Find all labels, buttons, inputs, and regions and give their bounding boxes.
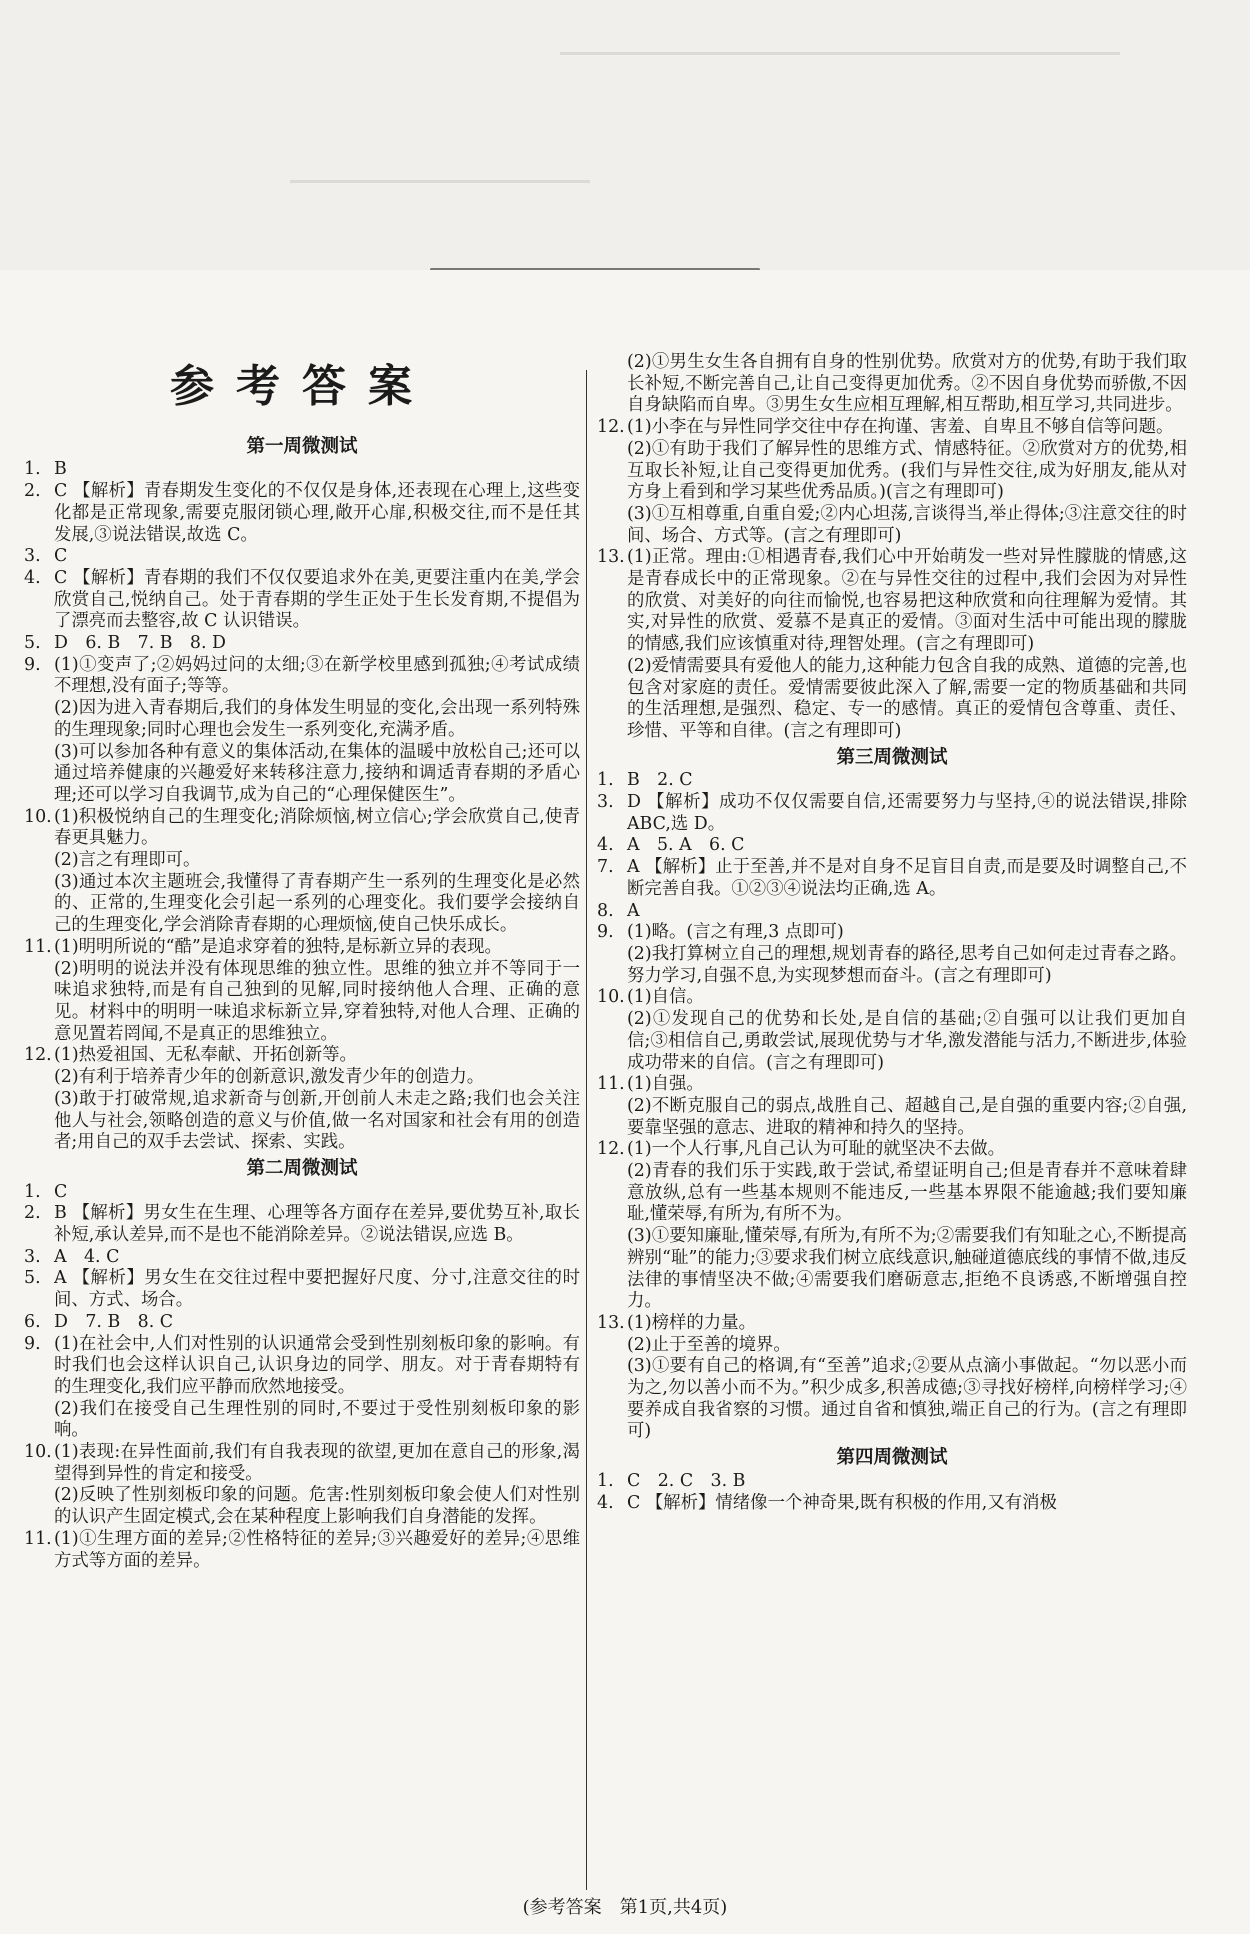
answer-subpart: (2)我打算树立自己的理想,规划青春的路径,思考自己如何走过青春之路。努力学习,自强不息,为实现梦想而奋斗。(言之有理即可)	[627, 943, 1187, 986]
answer-text: (1)略。(言之有理,3 点即可)	[627, 922, 844, 943]
item-number: 4.	[597, 1492, 614, 1513]
answer-text: (1)积极悦纳自己的生理变化;消除烦恼,树立信心;学会欣赏自己,使青春更具魅力。	[54, 806, 580, 849]
answer-text: B 2. C	[627, 770, 693, 791]
answer-text: C 【解析】情绪像一个神奇果,既有积极的作用,又有消极	[627, 1492, 1057, 1513]
answer-item	[24, 937, 580, 959]
item-number: 12.	[24, 1045, 52, 1066]
answer-subpart: (3)①互相尊重,自重自爱;②内心坦荡,言谈得当,举止得体;③注意交往的时间、场合、方式等。(言之有理即可)	[627, 503, 1187, 546]
answer-subpart: (3)敢于打破常规,追求新奇与创新,开创前人未走之路;我们也会关注他人与社会,领略创造的意义与价值,做一名对国家和社会有用的创造者;用自己的双手去尝试、探索、实践。	[54, 1088, 580, 1153]
item-number: 3.	[24, 1246, 41, 1267]
answer-item	[597, 1493, 1187, 1515]
faint-line	[290, 180, 590, 183]
answer-subpart: (2)青春的我们乐于实践,敢于尝试,希望证明自己;但是青春并不意味着肆意放纵,总有一些基本规则不能违反,一些基本界限不能逾越;我们要知廉耻,懂荣辱,有所为,有所不为。	[627, 1161, 1187, 1225]
answer-subpart: (2)有利于培养青少年的创新意识,激发青少年的创造力。	[54, 1067, 485, 1088]
answer-item	[597, 1471, 1187, 1493]
item-number: 13.	[597, 547, 625, 568]
item-number: 7.	[597, 857, 614, 878]
answer-item	[24, 1529, 580, 1572]
item-number: 11.	[597, 1074, 625, 1095]
left-column	[24, 361, 580, 1572]
answer-item	[597, 987, 1187, 1009]
answer-item	[597, 770, 1187, 792]
answer-text: A	[627, 900, 640, 921]
answer-text: (1)热爱祖国、无私奉献、开拓创新等。	[54, 1045, 357, 1066]
answer-item	[597, 922, 1187, 944]
item-number: 3.	[24, 546, 41, 567]
answer-text: A 5. A 6. C	[627, 835, 745, 856]
answer-subpart: (2)因为进入青春期后,我们的身体发生明显的变化,会出现一系列特殊的生理现象;同时心理也会发生一系列变化,充满矛盾。	[54, 698, 580, 740]
answer-text: C 2. C 3. B	[627, 1470, 746, 1491]
answer-subpart: (2)我们在接受自己生理性别的同时,不要过于受性别刻板印象的影响。	[54, 1398, 580, 1441]
answer-item	[597, 835, 1187, 857]
item-number: 6.	[24, 1311, 41, 1332]
item-number: 4.	[597, 835, 614, 856]
answer-text: (1)明明所说的“酷”是追求穿着的独特,是标新立异的表现。	[54, 936, 502, 957]
item-number: 11.	[24, 1528, 52, 1549]
item-number: 2.	[24, 1203, 41, 1224]
answer-item	[597, 1074, 1187, 1096]
item-number: 5.	[24, 1268, 41, 1289]
item-number: 4.	[24, 567, 41, 588]
item-number: 1.	[24, 1181, 41, 1202]
answer-item	[24, 459, 580, 481]
page-footer: (参考答案 第1页,共4页)	[522, 1897, 728, 1918]
answer-text: (1)自信。	[627, 987, 704, 1008]
answer-text: C	[54, 546, 68, 567]
item-number: 3.	[597, 792, 614, 813]
answer-subpart: (2)反映了性别刻板印象的问题。危害:性别刻板印象会使人们对性别的认识产生固定模式,会在某种程度上影响我们自身潜能的发挥。	[54, 1485, 580, 1528]
answer-subpart: (3)①要知廉耻,懂荣辱,有所为,有所不为;②需要我们有知耻之心,不断提高辨别“耻”的能力;③要求我们树立底线意识,触碰道德底线的事情不做,违反法律的事情坚决不做;④需要我们磨砺意志,拒绝不良诱惑,不断增强自控力。	[627, 1226, 1187, 1312]
section-title: 第四周微测试	[836, 1447, 948, 1469]
answer-subpart: (2)爱情需要具有爱他人的能力,这种能力包含自我的成熟、道德的完善,也包含对家庭的责任。爱情需要彼此深入了解,需要一定的物质基础和共同的生活理想,是强烈、稳定、专一的感情。真正的爱情包含尊重、责任、珍惜、平等和自律。(言之有理即可)	[627, 655, 1188, 741]
answer-item	[24, 1045, 580, 1067]
answer-item	[24, 1203, 580, 1246]
scanned-header-area	[0, 0, 1250, 270]
answer-subpart: (2)①有助于我们了解异性的思维方式、情感特征。②欣赏对方的优势,相互取长补短,让自己变得更加优秀。(我们与异性交往,成为好朋友,能从对方身上看到和学习某些优秀品质。)(言之有理即可)	[627, 438, 1187, 503]
answer-text: C 【解析】青春期的我们不仅仅要追求外在美,更要注重内在美,学会欣赏自己,悦纳自己。处于青春期的学生正处于生长发育期,不提倡为了漂亮而去整容,故 C 认识错误。	[54, 567, 580, 632]
answer-text: B	[54, 459, 67, 480]
answer-item	[24, 1334, 580, 1399]
answer-text: D 6. B 7. B 8. D	[54, 633, 226, 654]
answer-item	[597, 1313, 1187, 1335]
answer-subpart: (2)①发现自己的优势和长处,是自信的基础;②自强可以让我们更加自信;③相信自己,勇敢尝试,展现优势与才华,激发潜能与活力,不断进步,体验成功带来的自信。(言之有理即可)	[627, 1009, 1187, 1073]
column-divider	[586, 370, 587, 1890]
answer-text: (1)一个人行事,凡自己认为可耻的就坚决不去做。	[627, 1139, 1005, 1160]
item-number: 2.	[24, 481, 41, 502]
answer-item	[24, 1442, 580, 1485]
answer-item	[597, 901, 1187, 923]
answer-text: (1)小李在与异性同学交往中存在拘谨、害羞、自卑且不够自信等问题。	[627, 417, 1174, 438]
item-number: 11.	[24, 936, 52, 957]
answer-text: A 【解析】止于至善,并不是对自身不足盲目自责,而是要及时调整自己,不断完善自我。①②③④说法均正确,选 A。	[627, 857, 1187, 899]
answer-item	[24, 546, 580, 568]
answer-text: (1)自强。	[627, 1074, 704, 1095]
answer-text: B 【解析】男女生在生理、心理等各方面存在差异,要优势互补,取长补短,承认差异,而不是也不能消除差异。②说法错误,应选 B。	[54, 1203, 580, 1246]
answer-subpart: (3)可以参加各种有意义的集体活动,在集体的温暖中放松自己;还可以通过培养健康的兴趣爱好来转移注意力,接纳和调适青春期的矛盾心理;还可以学习自我调节,成为自己的“心理保健医生”。	[54, 741, 580, 805]
item-number: 1.	[597, 1470, 614, 1491]
answer-text: (1)表现:在异性面前,我们有自我表现的欲望,更加在意自己的形象,渴望得到异性的肯定和接受。	[54, 1442, 580, 1484]
answer-text: C	[54, 1181, 68, 1202]
right-column	[597, 352, 1187, 1514]
item-number: 9.	[24, 654, 41, 675]
answer-text: (1)①变声了;②妈妈过问的太细;③在新学校里感到孤独;④考试成绩不理想,没有面子;等等。	[54, 654, 580, 697]
answer-item	[597, 417, 1187, 439]
answer-text: (1)正常。理由:①相遇青春,我们心中开始萌发一些对异性朦胧的情感,这是青春成长中的正常现象。②在与异性交往的过程中,我们会因为对异性的欣赏、对美好的向往而愉悦,也容易把这种欣赏和向往理解为爱情。其实,对异性的欣赏、爱慕不是真正的爱情。③面对生活中可能出现的朦胧的情感,我们应该慎重对待,理智处理。(言之有理即可)	[627, 547, 1188, 655]
answer-subpart: (2)言之有理即可。	[54, 850, 201, 871]
answer-item	[24, 633, 580, 655]
answer-text: C 【解析】青春期发生变化的不仅仅是身体,还表现在心理上,这些变化都是正常现象,需要克服闭锁心理,敞开心扉,积极交往,而不是任其发展,③说法错误,故选 C。	[54, 481, 580, 545]
answer-text: D 【解析】成功不仅仅需要自信,还需要努力与坚持,④的说法错误,排除 ABC,选 D。	[627, 792, 1187, 834]
section-title: 第一周微测试	[246, 435, 358, 457]
item-number: 5.	[24, 633, 41, 654]
answer-item	[24, 1268, 580, 1311]
answer-subpart: (2)明明的说法并没有体现思维的独立性。思维的独立并不等同于一味追求独特,而是有自己独到的见解,同时接纳他人合理、正确的意见。材料中的明明一味追求标新立异,穿着独特,对他人合理、正确的意见置若罔闻,不是真正的思维独立。	[54, 958, 580, 1044]
answer-text: D 7. B 8. C	[54, 1311, 174, 1332]
section-title: 第二周微测试	[246, 1157, 358, 1179]
item-number: 8.	[597, 900, 614, 921]
answer-item	[24, 1312, 580, 1334]
item-number: 10.	[24, 806, 52, 827]
item-number: 9.	[597, 922, 614, 943]
item-number: 13.	[597, 1312, 625, 1333]
answer-item	[24, 1182, 580, 1204]
answer-item	[24, 1247, 580, 1269]
item-number: 9.	[24, 1333, 41, 1354]
answer-item	[597, 547, 1187, 656]
page-title: 参考答案	[170, 361, 434, 412]
section-title: 第三周微测试	[836, 746, 948, 768]
item-number: 1.	[597, 770, 614, 791]
answer-item	[597, 1139, 1187, 1161]
answer-text: (1)榜样的力量。	[627, 1312, 756, 1333]
answer-item	[24, 655, 580, 698]
answer-text: (1)在社会中,人们对性别的认识通常会受到性别刻板印象的影响。有时我们也会这样认识自己,认识身边的同学、朋友。对于青春期特有的生理变化,我们应平静而欣然地接受。	[54, 1333, 580, 1397]
answer-subpart: (3)①要有自己的格调,有“至善”追求;②要从点滴小事做起。“勿以恶小而为之,勿以善小而不为。”积少成多,积善成德;③寻找好榜样,向榜样学习;④要养成自我省察的习惯。通过自省和慎独,端正自己的行为。(言之有理即可)	[627, 1356, 1187, 1442]
item-number: 1.	[24, 459, 41, 480]
item-number: 12.	[597, 1139, 625, 1160]
answer-subpart: (2)①男生女生各自拥有自身的性别优势。欣赏对方的优势,有助于我们取长补短,不断完善自己,让自己变得更加优秀。②不因自身优势而骄傲,不因自身缺陷而自卑。③男生女生应相互理解,相互帮助,相互学习,共同进步。	[627, 352, 1187, 416]
answer-item	[24, 807, 580, 850]
answer-subpart: (2)不断克服自己的弱点,战胜自己、超越自己,是自强的重要内容;②自强,要靠坚强的意志、进取的精神和持久的坚持。	[627, 1095, 1187, 1138]
answer-item	[24, 481, 580, 546]
answer-text: (1)①生理方面的差异;②性格特征的差异;③兴趣爱好的差异;④思维方式等方面的差异。	[54, 1528, 580, 1571]
item-number: 10.	[24, 1442, 52, 1463]
answer-item	[597, 857, 1187, 900]
item-number: 12.	[597, 417, 625, 438]
item-number: 10.	[597, 987, 625, 1008]
answer-item	[597, 792, 1187, 835]
answer-item	[24, 568, 580, 633]
answer-text: A 4. C	[54, 1246, 120, 1267]
faint-line	[560, 52, 1120, 55]
answer-subpart: (3)通过本次主题班会,我懂得了青春期产生一系列的生理变化是必然的、正常的,生理变化会引起一系列的心理变化。我们要学会接纳自己的生理变化,学会消除青春期的心理烦恼,使自己快乐成长。	[54, 871, 580, 936]
answer-subpart: (2)止于至善的境界。	[627, 1334, 791, 1355]
answer-text: A 【解析】男女生在交往过程中要把握好尺度、分寸,注意交往的时间、方式、场合。	[54, 1268, 580, 1311]
